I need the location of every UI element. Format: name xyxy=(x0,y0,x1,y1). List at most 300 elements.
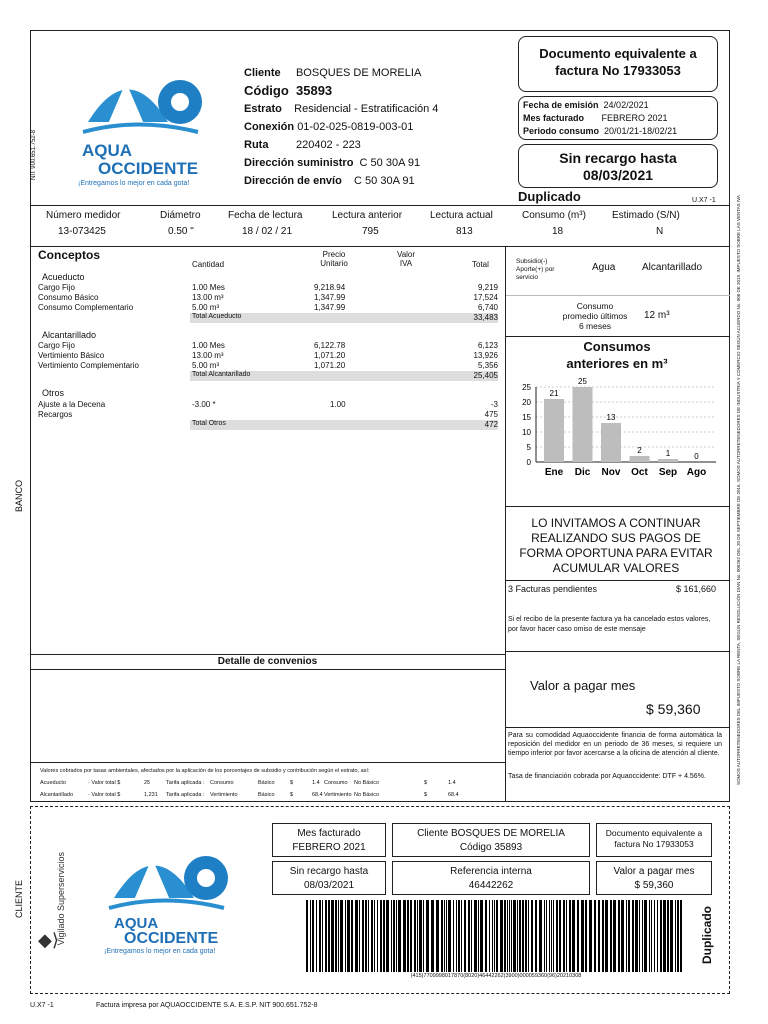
x-category-label: Nov xyxy=(601,467,621,478)
bar-value-label: 0 xyxy=(694,452,699,461)
barcode-bar xyxy=(610,900,612,972)
meter-h-6: Estimado (S/N) xyxy=(612,210,680,221)
convenios-divider-2 xyxy=(30,669,505,670)
cliente-value: BOSQUES DE MORELIA xyxy=(295,67,422,79)
tasa-cell: · Valor total $ xyxy=(88,792,121,798)
stub-codigo: Código 35893 xyxy=(459,842,523,853)
bar-value-label: 21 xyxy=(549,389,559,398)
barcode-bar xyxy=(319,900,321,972)
stub-doc-box xyxy=(596,823,712,857)
barcode-bar xyxy=(331,900,334,972)
barcode-bar xyxy=(494,900,495,972)
invite-divider xyxy=(506,506,730,507)
barcode-bar xyxy=(436,900,439,972)
y-tick-label: 5 xyxy=(526,443,531,452)
stub-pagar-box xyxy=(596,861,712,895)
footer-text: Factura impresa por AQUAOCCIDENTE S.A. E.S.P. NIT 900.651.752-8 xyxy=(96,1002,318,1009)
barcode-bar xyxy=(605,900,608,972)
recargo-label: Sin recargo hasta xyxy=(559,150,677,166)
tasa-cell: Básico xyxy=(258,780,275,786)
y-tick-label: 10 xyxy=(522,428,531,437)
concept-cell: 475 xyxy=(484,410,498,419)
barcode-bar xyxy=(675,900,676,972)
barcode-bar xyxy=(528,900,529,972)
barcode-bar xyxy=(551,900,552,972)
barcode-bar xyxy=(431,900,434,972)
stub-pagar-label: Valor a pagar mes xyxy=(613,866,695,877)
convenios-title: Detalle de convenios xyxy=(217,656,318,667)
barcode-bar xyxy=(441,900,443,972)
stub-logo-top: AQUA xyxy=(114,915,159,932)
acueducto-heading: Acueducto xyxy=(42,272,85,282)
alcantarillado-heading: Alcantarillado xyxy=(42,330,97,340)
meter-v-0: 13-073425 xyxy=(58,226,106,237)
x-category-label: Ago xyxy=(686,467,707,478)
barcode-bar xyxy=(398,900,401,972)
barcode-bar xyxy=(613,900,616,972)
meter-v-2: 18 / 02 / 21 xyxy=(242,226,293,237)
barcode-bar xyxy=(362,900,364,972)
bar xyxy=(658,459,678,462)
barcode-bar xyxy=(351,900,353,972)
tasa-cell: · Valor total $ xyxy=(88,780,121,786)
barcode-bar xyxy=(667,900,669,972)
meter-h-3: Lectura anterior xyxy=(332,210,403,221)
barcode-bar xyxy=(563,900,565,972)
concept-cell: Consumo Básico xyxy=(38,293,99,302)
dir-env-value: C 50 30A 91 xyxy=(354,175,415,187)
barcode-bar xyxy=(345,900,346,972)
barcode-bar xyxy=(310,900,311,972)
stub-recargo: 08/03/2021 xyxy=(303,880,355,891)
stub-ref-box xyxy=(392,861,590,895)
barcode-bar xyxy=(444,900,445,972)
concept-cell: 9,219 xyxy=(477,283,498,292)
stub-cliente: Cliente BOSQUES DE MORELIA xyxy=(417,828,565,839)
codigo-value: 35893 xyxy=(296,83,333,98)
h-valor: Valor IVA xyxy=(396,250,416,268)
concept-cell: 13.00 m³ xyxy=(192,293,224,302)
concept-row xyxy=(38,351,498,361)
meter-table xyxy=(30,208,730,246)
concepts-table xyxy=(38,246,498,446)
barcode-bar xyxy=(407,900,409,972)
barcode-bar xyxy=(577,900,579,972)
tasa-cell: Básico xyxy=(258,792,275,798)
stub-logo-icon xyxy=(104,838,234,918)
barcode-bar xyxy=(585,900,587,972)
barcode-bar xyxy=(621,900,624,972)
tasa-cell: Alcantarillado xyxy=(40,792,74,798)
barcode-bar xyxy=(306,900,308,972)
concept-cell: Cargo Fijo xyxy=(38,341,75,350)
total-value: 25,405 xyxy=(473,371,498,380)
barcode-bar xyxy=(410,900,412,972)
mes-label: Mes facturado xyxy=(523,113,585,123)
barcode-bar xyxy=(478,900,479,972)
y-tick-label: 15 xyxy=(522,413,531,422)
promedio-block xyxy=(506,298,730,334)
stub-recargo-box xyxy=(272,861,386,895)
barcode-bar xyxy=(335,900,337,972)
tasa-cell: Tarifa aplicada : xyxy=(166,792,205,798)
vigilado-text: Vigilado Superservicios xyxy=(56,852,66,946)
msg-text: Si el recibo de la presente factura ya ha cancelado estos valores, por favor hacer caso omiso de este mensaje xyxy=(508,616,711,633)
stub-logo xyxy=(104,838,244,956)
tasa-cell: Consumo xyxy=(210,780,234,786)
promedio-label: Consumo promedio últimos 6 meses xyxy=(562,301,628,331)
barcode-bar xyxy=(403,900,406,972)
concept-total-row xyxy=(190,313,498,323)
meter-v-4: 813 xyxy=(456,226,473,237)
meter-v-5: 18 xyxy=(552,226,564,237)
tasa-cell: No Básico xyxy=(354,792,380,798)
barcode-bar xyxy=(426,900,429,972)
tasa-cell: $ xyxy=(424,792,428,798)
barcode-bar xyxy=(371,900,373,972)
superservicios-icon: ◆⟩ xyxy=(38,930,59,950)
cliente-label: Cliente xyxy=(244,67,281,79)
concept-cell: 1,347.99 xyxy=(314,293,346,302)
stub-duplicado: Duplicado xyxy=(700,906,714,965)
concept-cell: Consumo Complementario xyxy=(38,303,134,312)
subsidio-label: Subsidio(-) Aporte(+) por servicio xyxy=(516,258,555,281)
concept-cell: Vertimiento Básico xyxy=(38,351,105,360)
barcode-bar xyxy=(549,900,550,972)
stub-recargo-label: Sin recargo hasta xyxy=(289,866,369,877)
barcode-bar xyxy=(581,900,584,972)
barcode-bar xyxy=(635,900,638,972)
tasa-cell: 1.4 xyxy=(312,780,320,786)
concept-cell: 1,347.99 xyxy=(314,303,346,312)
doc-title-box xyxy=(518,36,718,92)
barcode xyxy=(306,900,686,972)
barcode-bar xyxy=(448,900,451,972)
concept-cell: 5.00 m³ xyxy=(192,303,220,312)
barcode-bar xyxy=(328,900,330,972)
concept-cell: Cargo Fijo xyxy=(38,283,75,292)
meter-divider xyxy=(30,205,730,206)
barcode-bar xyxy=(504,900,506,972)
promedio-value: 12 m³ xyxy=(644,310,670,321)
barcode-bar xyxy=(417,900,418,972)
tasa-text: Tasa de financiación cobrada por Aquaoccidente: DTF + 4.56%. xyxy=(508,773,706,780)
barcode-bar xyxy=(651,900,652,972)
consumption-chart xyxy=(506,372,730,484)
barcode-bar xyxy=(626,900,627,972)
banco-label: BANCO xyxy=(14,480,24,513)
barcode-bar xyxy=(594,900,596,972)
meter-v-6: N xyxy=(656,226,664,237)
tasas-intro: Valores cobrados por tasas ambientales, afectados por la aplicación de los porcentajes de subsidio y contribución según el estrato, así: xyxy=(40,768,370,774)
stub-mes: FEBRERO 2021 xyxy=(292,842,366,853)
barcode-bar xyxy=(535,900,537,972)
barcode-bar xyxy=(325,900,327,972)
tasa-cell: 25 xyxy=(144,780,151,786)
dates-box xyxy=(518,96,718,140)
prom-divider xyxy=(506,295,730,296)
barcode-bar xyxy=(569,900,571,972)
concept-total-row xyxy=(190,371,498,381)
concept-cell: 5.00 m³ xyxy=(192,361,220,370)
concept-row xyxy=(38,341,498,351)
y-tick-label: 20 xyxy=(522,398,531,407)
meter-h-5: Consumo (m³) xyxy=(522,210,586,221)
tasas-lines xyxy=(40,780,500,804)
barcode-bar xyxy=(380,900,382,972)
tasa-cell: $ xyxy=(424,780,428,786)
meter-v-1: 0.50 " xyxy=(168,226,194,237)
tasa-cell: Consumo xyxy=(324,780,348,786)
barcode-bar xyxy=(509,900,510,972)
x-category-label: Sep xyxy=(658,467,678,478)
barcode-bar xyxy=(340,900,343,972)
x-category-label: Dic xyxy=(574,467,591,478)
conexion-label: Conexión xyxy=(244,121,295,133)
meter-h-1: Diámetro xyxy=(160,210,201,221)
barcode-bar xyxy=(456,900,457,972)
bar-value-label: 13 xyxy=(606,413,616,422)
barcode-bar xyxy=(383,900,385,972)
agua-label: Agua xyxy=(592,262,616,273)
stub-tagline: ¡Entregamos lo mejor en cada gota! xyxy=(104,948,216,955)
logo-name-top: AQUA xyxy=(82,141,133,160)
estrato-value: Residencial - Estratificación 4 xyxy=(294,103,439,115)
fecha-emision-label: Fecha de emisión xyxy=(523,100,599,110)
bar xyxy=(601,423,621,462)
barcode-bar xyxy=(657,900,658,972)
barcode-bar xyxy=(368,900,369,972)
barcode-bar xyxy=(628,900,630,972)
barcode-bar xyxy=(670,900,673,972)
tasa-cell: Tarifa aplicada : xyxy=(166,780,205,786)
concept-row xyxy=(38,361,498,371)
barcode-bar xyxy=(649,900,650,972)
barcode-bar xyxy=(677,900,679,972)
barcode-bar xyxy=(531,900,533,972)
stub-logo-bottom: OCCIDENTE xyxy=(124,930,219,947)
barcode-bar xyxy=(338,900,339,972)
stub-ref: 46442262 xyxy=(468,880,514,891)
bar-value-label: 25 xyxy=(578,377,587,386)
barcode-bar xyxy=(566,900,567,972)
financia-text: Para su comodidad Aquaoccidente financia de forma automática la reposición del medidor en un periodo de 36 meses, si requiere un tiempo inferior por favor acercarse a la oficina de atención al cliente. xyxy=(508,732,722,757)
barcode-bar xyxy=(365,900,367,972)
barcode-bar xyxy=(414,900,416,972)
barcode-bar xyxy=(639,900,640,972)
pagar-label: Valor a pagar mes xyxy=(530,678,636,693)
barcode-bar xyxy=(480,900,483,972)
stub-doc: Documento equivalente a factura No 17933053 xyxy=(605,828,703,849)
concept-cell: Vertimiento Complementario xyxy=(38,361,139,370)
barcode-bar xyxy=(312,900,314,972)
pagar-divider xyxy=(506,651,730,652)
mes-value: FEBRERO 2021 xyxy=(601,113,668,123)
barcode-bar xyxy=(663,900,666,972)
barcode-bar xyxy=(396,900,397,972)
concept-cell: 17,524 xyxy=(473,293,498,302)
bar-value-label: 2 xyxy=(637,446,642,455)
tasa-cell: $ xyxy=(290,792,294,798)
barcode-bar xyxy=(464,900,466,972)
tasa-cell: Vertimiento xyxy=(324,792,352,798)
barcode-bar xyxy=(471,900,472,972)
barcode-bar xyxy=(517,900,518,972)
stub-cliente-box xyxy=(392,823,590,857)
concept-cell: 1.00 Mes xyxy=(192,283,225,292)
concept-cell: 1.00 xyxy=(330,400,346,409)
concept-cell: 13.00 m³ xyxy=(192,351,224,360)
barcode-bar xyxy=(546,900,547,972)
concept-cell: 1,071.20 xyxy=(314,351,346,360)
facturas-valor: $ 161,660 xyxy=(676,584,717,594)
invite-text: LO INVITAMOS A CONTINUAR REALIZANDO SUS PAGOS DE FORMA OPORTUNA PARA EVITAR ACUMULAR VALORES xyxy=(519,516,713,575)
concept-cell: -3 xyxy=(490,400,498,409)
ruta-value: 220402 - 223 xyxy=(295,139,361,151)
legal-vertical: SOMOS AUTORRETENEDORES DEL IMPUESTO SOBRE LA RENTA, SEGÚN RESOLUCIÓN DIAN No. 006262 DEL 20 DE SEPTIEMBRE DE 2016. SOMOS AUTORRETENEDORES DE INDUSTRIA Y COMERCIO SEGÚN ACUERDO No. 006 DE 2019. IMPUESTO SOBRE LAS VENTAS IVA xyxy=(736,195,741,785)
concept-cell: 6,122.78 xyxy=(314,341,346,350)
barcode-bar xyxy=(492,900,493,972)
pagar-divider-2 xyxy=(506,727,730,728)
recargo-value: 08/03/2021 xyxy=(582,167,654,183)
periodo-label: Periodo consumo xyxy=(523,126,600,136)
total-value: 33,483 xyxy=(473,313,498,322)
barcode-bar xyxy=(556,900,558,972)
dir-sum-label: Dirección suministro xyxy=(244,157,354,169)
barcode-bar xyxy=(446,900,447,972)
recargo-box xyxy=(518,144,718,188)
fecha-emision: 24/02/2021 xyxy=(603,100,649,110)
meter-h-4: Lectura actual xyxy=(430,210,493,221)
pagar-value: $ 59,360 xyxy=(646,701,701,717)
concept-total-row xyxy=(190,420,498,430)
concept-row xyxy=(38,283,498,293)
barcode-bar xyxy=(347,900,350,972)
barcode-bar xyxy=(489,900,490,972)
barcode-bar xyxy=(461,900,462,972)
concept-cell: 1.00 Mes xyxy=(192,341,225,350)
tasa-cell: 1,231 xyxy=(144,792,158,798)
subsidio-row xyxy=(506,250,730,286)
chart-title: Consumos anteriores en m³ xyxy=(566,339,668,371)
estrato-label: Estrato xyxy=(244,103,282,115)
barcode-text: (415)7709998017870(8020)46442262(3900)000059360(96)20210308 xyxy=(410,973,582,979)
tasa-cell: $ xyxy=(290,780,294,786)
barcode-bar xyxy=(359,900,360,972)
bar xyxy=(573,387,593,462)
tasa-cell: No Básico xyxy=(354,780,380,786)
barcode-bar xyxy=(511,900,512,972)
barcode-bar xyxy=(522,900,524,972)
tasa-cell: Vertimiento xyxy=(210,792,238,798)
y-tick-label: 0 xyxy=(526,458,531,467)
concept-cell: Recargos xyxy=(38,410,73,419)
alcant-label: Alcantarillado xyxy=(642,262,703,273)
barcode-bar xyxy=(544,900,545,972)
h-total: Total xyxy=(472,260,489,269)
stub-ref-label: Referencia interna xyxy=(450,866,532,877)
barcode-bar xyxy=(553,900,554,972)
bar xyxy=(544,399,564,462)
ruta-label: Ruta xyxy=(244,139,269,151)
barcode-bar xyxy=(374,900,375,972)
concept-cell: 5,356 xyxy=(477,361,498,370)
barcode-bar xyxy=(632,900,634,972)
facturas-divider xyxy=(506,580,730,581)
tasa-cell: 1.4 xyxy=(448,780,456,786)
tasa-cell: 68.4 xyxy=(312,792,323,798)
ux-top: U.X7 -1 xyxy=(692,197,716,204)
logo-icon xyxy=(78,62,208,142)
concept-cell: 13,926 xyxy=(473,351,498,360)
concept-cell: -3.00 * xyxy=(192,400,216,409)
barcode-bar xyxy=(393,900,395,972)
otros-heading: Otros xyxy=(42,388,65,398)
concept-cell: 1,071.20 xyxy=(314,361,346,370)
concept-cell: Ajuste a la Decena xyxy=(38,400,106,409)
concept-cell: 6,740 xyxy=(477,303,498,312)
tasa-cell: 68.4 xyxy=(448,792,459,798)
doc-title: Documento equivalente a factura No 17933053 xyxy=(539,46,697,78)
barcode-bar xyxy=(485,900,487,972)
total-label: Total Otros xyxy=(192,420,226,427)
barcode-bar xyxy=(654,900,655,972)
barcode-bar xyxy=(572,900,575,972)
h-precio: Precio Unitario xyxy=(320,250,348,268)
footer-ux: U.X7 -1 xyxy=(30,1002,54,1009)
nit-vertical: NIT 900.651.752-8 xyxy=(31,130,37,180)
barcode-bar xyxy=(642,900,643,972)
barcode-bar xyxy=(644,900,647,972)
barcode-bar xyxy=(458,900,460,972)
barcode-bar xyxy=(453,900,454,972)
barcode-bar xyxy=(355,900,358,972)
barcode-bar xyxy=(500,900,503,972)
stub-mes-label: Mes facturado xyxy=(297,828,361,839)
total-value: 472 xyxy=(484,420,498,429)
concept-row xyxy=(38,303,498,313)
barcode-bar xyxy=(377,900,378,972)
total-label: Total Alcantarillado xyxy=(192,371,251,378)
barcode-bar xyxy=(322,900,323,972)
barcode-bar xyxy=(559,900,561,972)
barcode-bar xyxy=(680,900,682,972)
stub-mes-box xyxy=(272,823,386,857)
facturas-pendientes: 3 Facturas pendientes xyxy=(508,584,598,594)
codigo-label: Código xyxy=(244,83,289,98)
barcode-bar xyxy=(602,900,604,972)
x-category-label: Oct xyxy=(631,467,648,478)
y-tick-label: 25 xyxy=(522,383,531,392)
convenios-divider xyxy=(30,654,505,655)
meter-h-0: Número medidor xyxy=(46,210,121,221)
concepts-title: Conceptos xyxy=(38,248,101,262)
barcode-bar xyxy=(496,900,498,972)
barcode-bar xyxy=(391,900,392,972)
stub-pagar: $ 59,360 xyxy=(634,880,674,891)
concept-row xyxy=(38,400,498,410)
logo-tagline: ¡Entregamos lo mejor en cada gota! xyxy=(78,180,190,187)
bar xyxy=(630,456,650,462)
meter-v-3: 795 xyxy=(362,226,379,237)
concept-row xyxy=(38,410,498,420)
logo-name-bottom: OCCIDENTE xyxy=(98,159,199,178)
total-label: Total Acueducto xyxy=(192,313,242,320)
cliente-label: CLIENTE xyxy=(14,880,24,919)
concept-cell: 6,123 xyxy=(477,341,498,350)
x-category-label: Ene xyxy=(544,467,564,478)
barcode-bar xyxy=(507,900,508,972)
